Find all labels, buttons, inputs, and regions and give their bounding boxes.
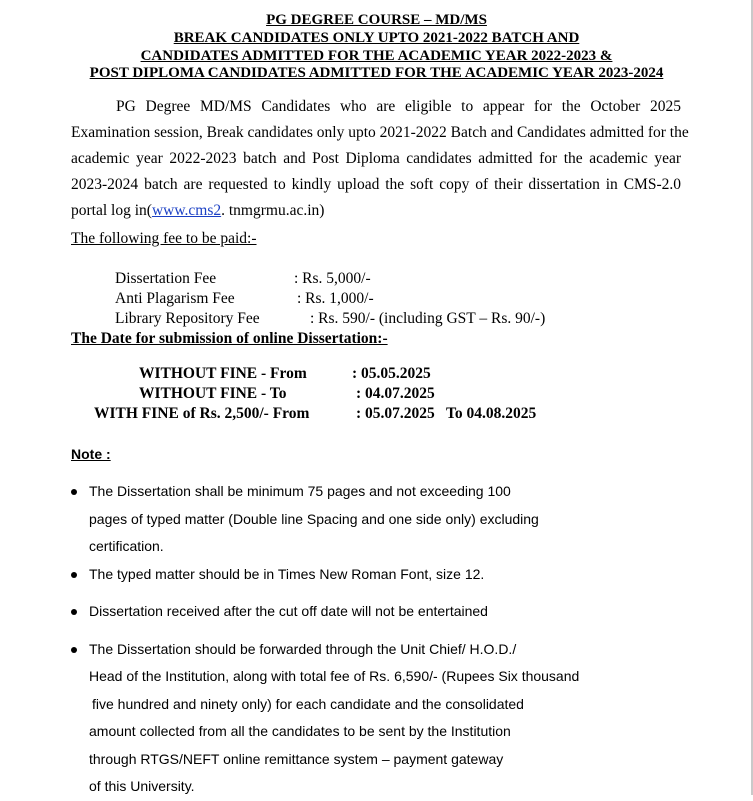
- intro-line-1: PG Degree MD/MS Candidates who are eligible to appear for the October 2025: [116, 98, 681, 115]
- heading-line-4: POST DIPLOMA CANDIDATES ADMITTED FOR THE ACADEMIC YEAR 2023-2024: [89, 65, 664, 81]
- note-item-2-line-1: The typed matter should be in Times New Roman Font, size 12.: [89, 565, 485, 582]
- bullet-icon: [71, 489, 77, 495]
- intro-line-5-suffix: . tnmgrmu.ac.in): [221, 202, 325, 219]
- bullet-icon: [71, 572, 77, 578]
- fee-value-dissertation: : Rs. 5,000/-: [294, 270, 371, 287]
- heading-line-3: CANDIDATES ADMITTED FOR THE ACADEMIC YEAR 2022-2023 &: [140, 48, 613, 64]
- date-label-with-fine-from: WITH FINE of Rs. 2,500/- From: [94, 405, 310, 422]
- fee-label-library: Library Repository Fee: [115, 310, 260, 327]
- note-list: [71, 478, 591, 801]
- date-value-without-fine-from: : 05.05.2025: [352, 365, 431, 382]
- note-item-4-line-3: five hundred and ninety only) for each candidate and the consolidated: [92, 695, 524, 712]
- note-item-1-line-3: certification.: [89, 538, 164, 554]
- note-item-1-line-2: pages of typed matter (Double line Spacing and one side only) excluding: [89, 510, 539, 527]
- heading-line-1: PG DEGREE COURSE – MD/MS: [266, 12, 487, 28]
- note-item-1-line-1: The Dissertation shall be minimum 75 pages and not exceeding 100: [89, 483, 511, 499]
- note-item-4-line-5: through RTGS/NEFT online remittance system – payment gateway: [89, 750, 504, 767]
- heading-line-2: BREAK CANDIDATES ONLY UPTO 2021-2022 BATCH AND: [173, 30, 580, 46]
- intro-line-4: 2023-2024 batch are requested to kindly upload the soft copy of their dissertation in CMS-2.0: [71, 176, 681, 193]
- note-heading: Note :: [71, 446, 111, 462]
- bullet-icon: [71, 609, 77, 615]
- intro-line-2: Examination session, Break candidates only upto 2021-2022 Batch and Candidates admitted for the: [71, 124, 689, 141]
- intro-line-3: academic year 2022-2023 batch and Post Diploma candidates admitted for the academic year: [71, 150, 681, 167]
- note-item-4-line-6: of this University.: [89, 778, 195, 794]
- date-label-without-fine-to: WITHOUT FINE - To: [139, 385, 287, 402]
- date-value-with-fine-from: : 05.07.2025: [356, 405, 435, 422]
- note-item-3-line-1: Dissertation received after the cut off date will not be entertained: [89, 603, 488, 619]
- date-heading: The Date for submission of online Dissertation:-: [71, 330, 388, 347]
- intro-line-5: [71, 198, 681, 224]
- fee-value-library: : Rs. 590/- (including GST – Rs. 90/-): [310, 310, 546, 327]
- note-item-4: [71, 636, 591, 801]
- note-item-1: [71, 478, 591, 561]
- intro-line-5-prefix: portal log in(: [71, 202, 152, 219]
- cms-portal-link[interactable]: www.cms2: [151, 202, 222, 219]
- intro-paragraph: [71, 94, 689, 224]
- note-item-4-line-4: amount collected from all the candidates to be sent by the Institution: [89, 723, 511, 739]
- note-item-3: [71, 598, 591, 626]
- note-item-4-line-1: The Dissertation should be forwarded through the Unit Chief/ H.O.D./: [89, 640, 517, 657]
- fee-heading: The following fee to be paid:-: [71, 230, 257, 247]
- fee-label-plagiarism: Anti Plagarism Fee: [115, 290, 235, 307]
- note-item-2: [71, 561, 591, 589]
- note-item-4-line-2: Head of the Institution, along with total fee of Rs. 6,590/- (Rupees Six thousand: [89, 668, 580, 684]
- fee-value-plagiarism: : Rs. 1,000/-: [297, 290, 374, 307]
- date-value-without-fine-to: : 04.07.2025: [356, 385, 435, 402]
- fee-label-dissertation: Dissertation Fee: [115, 270, 217, 287]
- date-label-without-fine-from: WITHOUT FINE - From: [139, 365, 307, 382]
- bullet-icon: [71, 647, 77, 653]
- date-value-with-fine-to: To 04.08.2025: [446, 405, 537, 422]
